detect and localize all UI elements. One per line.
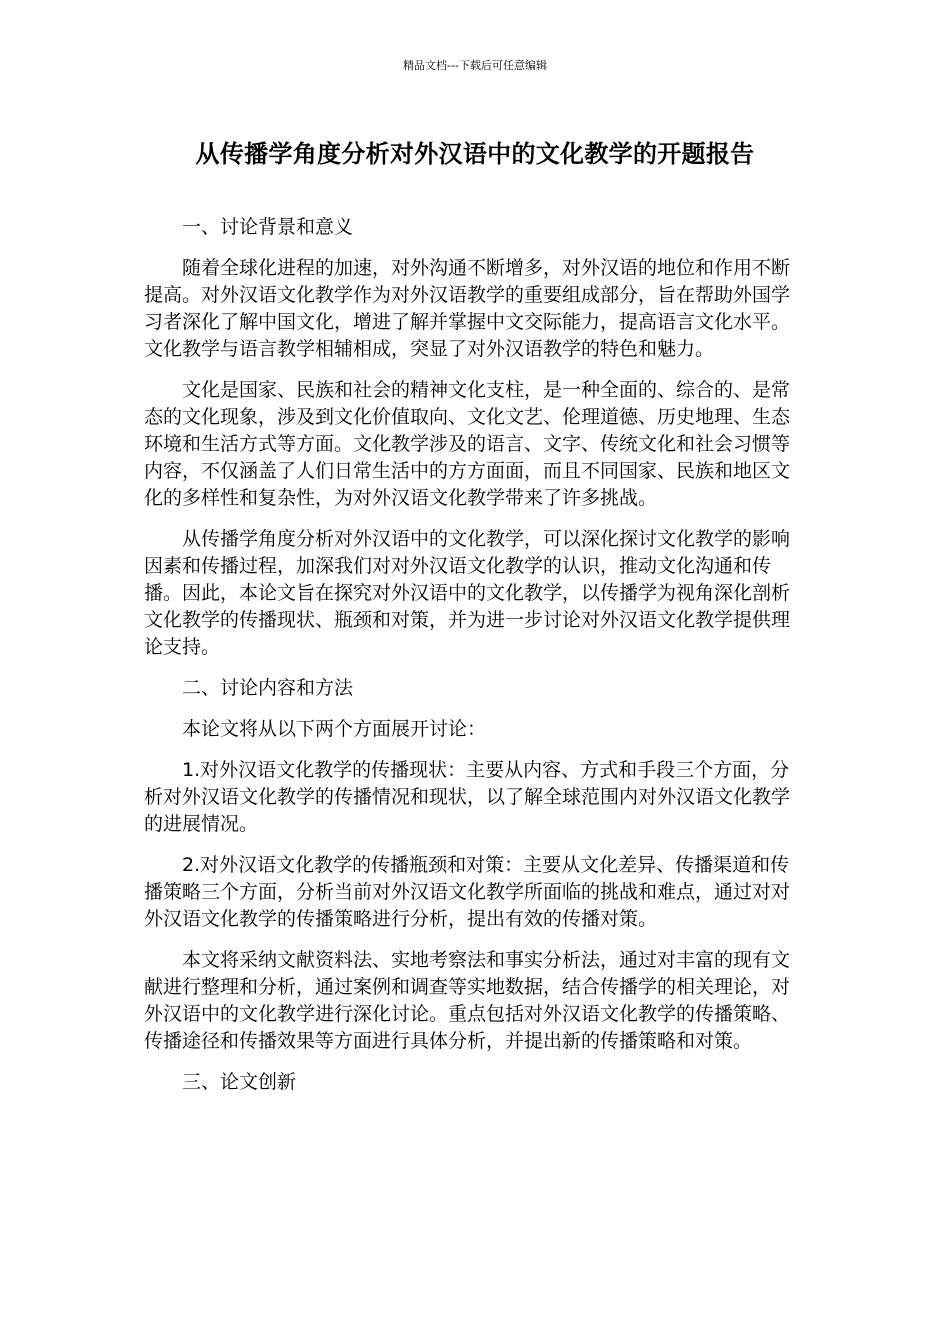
document-title: 从传播学角度分析对外汉语中的文化教学的开题报告 [195, 140, 755, 168]
section-heading-content-methods: 二、讨论内容和方法 [182, 677, 354, 699]
document-body [144, 214, 794, 1110]
paragraph: 随着全球化进程的加速，对外沟通不断增多，对外汉语的地位和作用不断提高。对外汉语文化教学作为对外汉语教学的重要组成部分，旨在帮助外国学习者深化了解中国文化，增进了解并掌握中文交际能力，提高语言文化水平。文化教学与语言教学相辅相成，突显了对外汉语教学的特色和魅力。 [144, 257, 791, 360]
paragraph: 从传播学角度分析对外汉语中的文化教学，可以深化探讨文化教学的影响因素和传播过程，加深我们对对外汉语文化教学的认识，推动文化沟通和传播。因此，本论文旨在探究对外汉语中的文化教学，以传播学为视角深化剖析文化教学的传播现状、瓶颈和对策，并为进一步讨论对外汉语文化教学提供理论支持。 [144, 528, 791, 658]
section-heading-background: 一、讨论背景和意义 [182, 216, 354, 238]
paragraph: 本文将采纳文献资料法、实地考察法和事实分析法，通过对丰富的现有文献进行整理和分析，通过案例和调查等实地数据，结合传播学的相关理论，对外汉语中的文化教学进行深化讨论。重点包括对外汉语文化教学的传播策略、传播途径和传播效果等方面进行具体分析，并提出新的传播策略和对策。 [144, 949, 791, 1052]
page-header: 精品文档---下载后可任意编辑 [403, 59, 547, 72]
paragraph: 文化是国家、民族和社会的精神文化支柱，是一种全面的、综合的、是常态的文化现象，涉及到文化价值取向、文化文艺、伦理道德、历史地理、生态环境和生活方式等方面。文化教学涉及的语言、文字、传统文化和社会习惯等内容，不仅涵盖了人们日常生活中的方方面面，而且不同国家、民族和地区文化的多样性和复杂性，为对外汉语文化教学带来了许多挑战。 [144, 379, 791, 509]
section-heading-innovation: 三、论文创新 [182, 1071, 297, 1093]
paragraph: 1.对外汉语文化教学的传播现状：主要从内容、方式和手段三个方面，分析对外汉语文化教学的传播情况和现状，以了解全球范围内对外汉语文化教学的进展情况。 [144, 759, 791, 835]
paragraph: 本论文将从以下两个方面展开讨论： [182, 718, 487, 740]
paragraph: 2.对外汉语文化教学的传播瓶颈和对策：主要从文化差异、传播渠道和传播策略三个方面，分析当前对外汉语文化教学所面临的挑战和难点，通过对对外汉语文化教学的传播策略进行分析，提出有效的传播对策。 [144, 854, 791, 930]
